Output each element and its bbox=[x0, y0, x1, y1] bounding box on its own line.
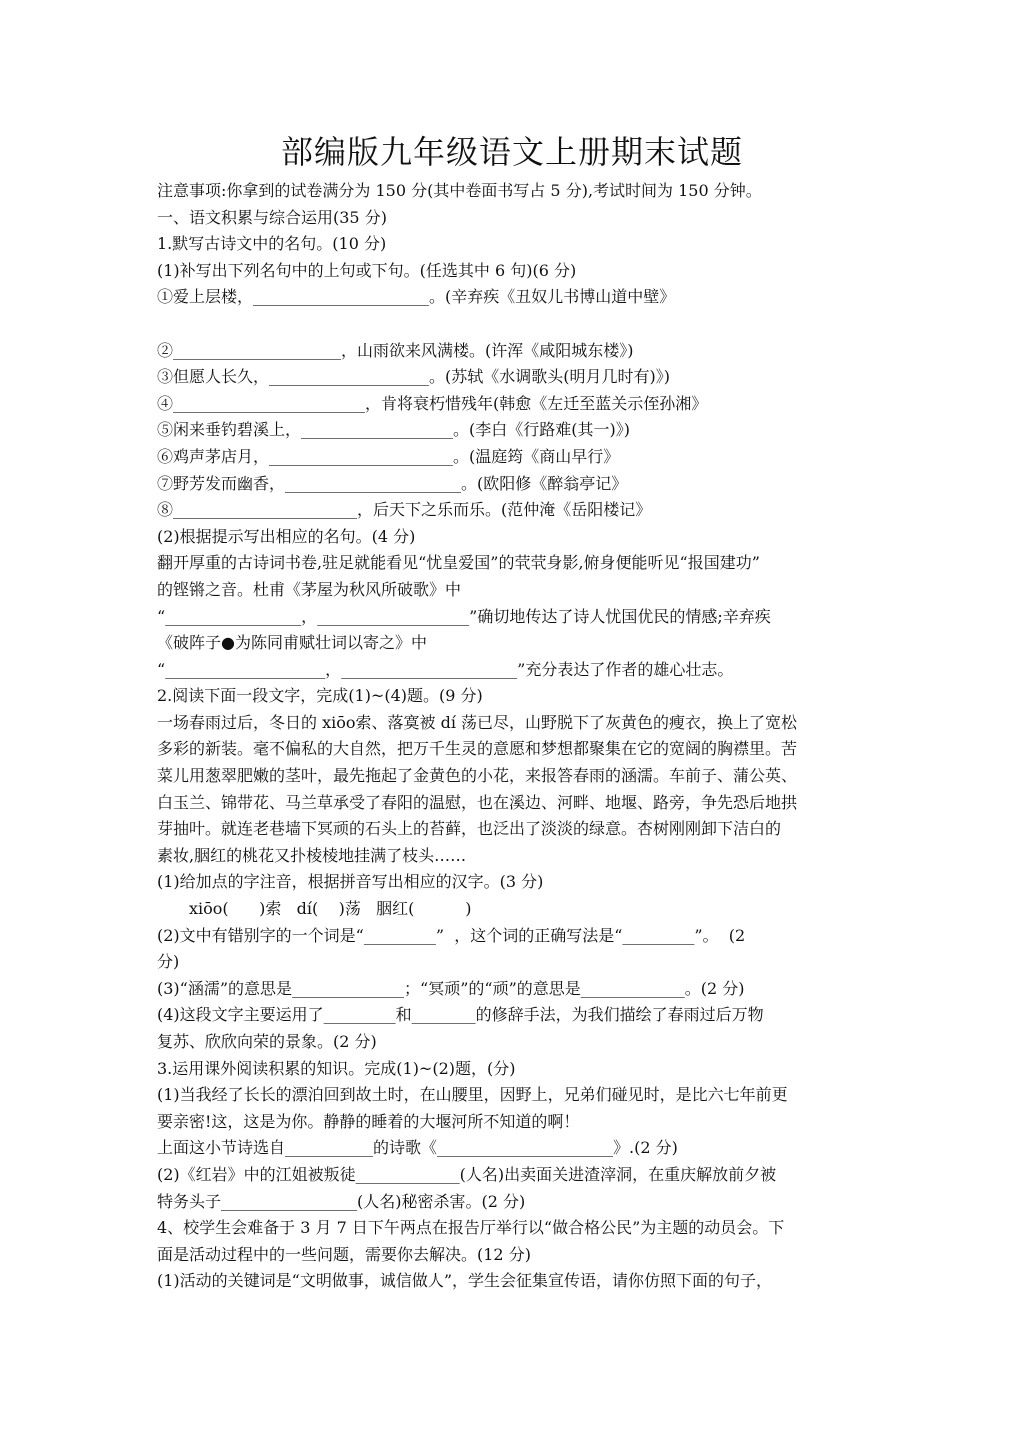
text-line: 芽抽叶。就连老巷墙下冥顽的石头上的苔藓，也泛出了淡淡的绿意。杏树刚刚卸下洁白的 bbox=[157, 819, 782, 839]
page-title: 部编版九年级语文上册期末试题 bbox=[280, 133, 743, 171]
text-line: 注意事项:你拿到的试卷满分为 150 分(其中卷面书写占 5 分),考试时间为 150 分钟。 bbox=[157, 181, 762, 200]
text-line: (1)补写出下列名句中的上句或下句。(任选其中 6 句)(6 分) bbox=[157, 260, 577, 280]
text-line: 特务头子_________________(人名)秘密杀害。(2 分) bbox=[157, 1191, 526, 1211]
text-line bbox=[157, 311, 875, 338]
text-line: 白玉兰、锦带花、马兰草承受了春阳的温慰，也在溪边、河畔、地堰、路旁，争先恐后地拱 bbox=[157, 792, 798, 812]
text-line: 《破阵子●为陈同甫赋壮词以寄之》中 bbox=[157, 633, 427, 653]
text-line: 菜儿用葱翠肥嫩的茎叶，最先拖起了金黄色的小花，来报答春雨的涵濡。车前子、蒲公英、 bbox=[157, 766, 798, 786]
text-line: 分) bbox=[157, 952, 180, 972]
text-line: 一场春雨过后，冬日的 xiōo索、落寞被 dí 荡已尽，山野脱下了灰黄色的瘦衣，换上了宽松 bbox=[157, 712, 798, 732]
text-line: ②_____________________，山雨欲来风满楼。(许浑《咸阳城东楼》) bbox=[157, 340, 634, 360]
text-line: ④________________________，肯将衰朽惜残年(韩愈《左迁至蓝关示侄孙湘》 bbox=[157, 393, 708, 413]
text-line: 面是活动过程中的一些问题，需要你去解决。(12 分) bbox=[157, 1244, 531, 1264]
text-line: 要亲密!这，这是为你。静静的睡着的大堰河所不知道的啊！ bbox=[157, 1111, 580, 1131]
text-line: 复苏、欣欣向荣的景象。(2 分) bbox=[157, 1032, 377, 1051]
text-line: ⑥鸡声茅店月，_______________________。(温庭筠《商山早行》 bbox=[157, 446, 620, 466]
text-line: (1)当我经了长长的漂泊回到故土时，在山腰里，因野上，兄弟们碰见时，是比六七年前更 bbox=[157, 1085, 788, 1105]
text-line: (1)给加点的字注音，根据拼音写出相应的汉字。(3 分) bbox=[157, 872, 544, 892]
text-line: (1)活动的关键词是“文明做事，诚信做人”，学生会征集宣传语，请你仿照下面的句子， bbox=[157, 1271, 773, 1291]
text-line: 2.阅读下面一段文字，完成(1)~(4)题。(9 分) bbox=[157, 686, 483, 706]
text-line: ⑦野芳发而幽香，______________________。(欧阳修《醉翁亭记》 bbox=[157, 473, 628, 493]
text-line: 3.运用课外阅读积累的知识。完成(1)~(2)题，(分) bbox=[157, 1058, 516, 1078]
text-line: 上面这小节诗选自___________的诗歌《______________________》.(2 分) bbox=[157, 1138, 678, 1158]
text-line: 的铿锵之音。杜甫《茅屋为秋风所破歌》中 bbox=[157, 579, 462, 599]
exam-body bbox=[157, 178, 875, 1295]
text-line: ⑧_______________________，后天下之乐而乐。(范仲淹《岳阳楼记》 bbox=[157, 500, 652, 520]
text-line: 多彩的新装。毫不偏私的大自然，把万千生灵的意愿和梦想都聚集在它的宽阔的胸襟里。苦 bbox=[157, 739, 798, 759]
text-line: ⑤闲来垂钓碧溪上，___________________。(李白《行路难(其一)》) bbox=[157, 420, 630, 440]
text-line: 一、语文积累与综合运用(35 分) bbox=[157, 207, 387, 227]
text-line: (2)《红岩》中的江姐被叛徒_____________(人名)出卖面关进渣滓洞，在重庆解放前夕被 bbox=[157, 1164, 777, 1184]
text-line: “____________________，______________________”充分表达了作者的雄心壮志。 bbox=[157, 659, 734, 679]
text-line: (4)这段文字主要运用了_________和________的修辞手法，为我们描绘了春雨过后万物 bbox=[157, 1005, 764, 1025]
text-line: 4、校学生会难备于 3 月 7 日下午两点在报告厅举行以“做合格公民”为主题的动员会。下 bbox=[157, 1218, 785, 1238]
text-line: 翻开厚重的古诗词书卷,驻足就能看见“忧皇爱国”的茕茕身影,俯身便能听见“报国建功” bbox=[157, 553, 760, 573]
text-line: ③但愿人长久，____________________。(苏轼《水调歌头(明月几时有)》) bbox=[157, 367, 670, 387]
text-line: (3)“涵濡”的意思是______________；“冥顽”的“顽”的意思是_____________。(2 分) bbox=[157, 978, 745, 998]
text-line: “_________________，___________________”确切地传达了诗人忧国优民的情感;辛弃疾 bbox=[157, 606, 771, 626]
text-line: (2)根据提示写出相应的名句。(4 分) bbox=[157, 526, 416, 546]
text-line: xiōo( )索 dí( )荡 胭红( ) bbox=[189, 899, 472, 919]
text-line: 素妆,胭红的桃花又扑棱棱地挂满了枝头…… bbox=[157, 845, 467, 865]
text-line: ①爱上层楼，______________________。(辛弃疾《丑奴儿书博山道中壁》 bbox=[157, 287, 676, 307]
text-line: 1.默写古诗文中的名句。(10 分) bbox=[157, 234, 387, 254]
text-line: (2)文中有错别字的一个词是“_________” ，这个词的正确写法是“_________”。 (2 bbox=[157, 925, 746, 945]
